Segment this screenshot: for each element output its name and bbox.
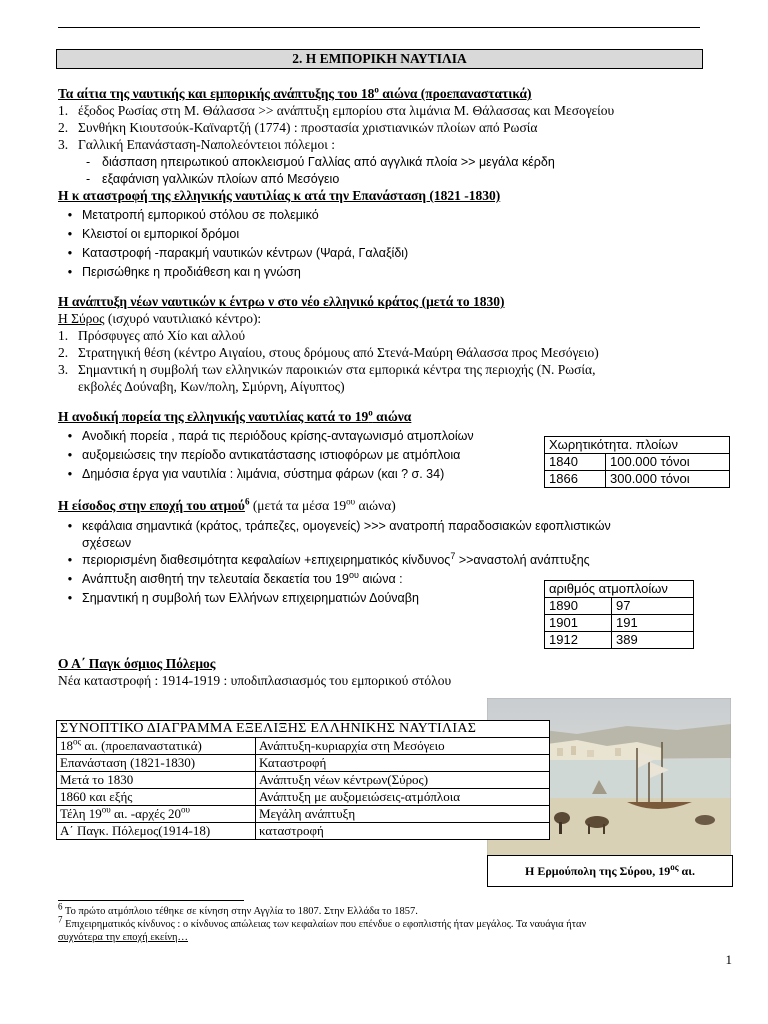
section-1-heading: Τα αίτια της ναυτικής και εμπορικής ανάπτυξης του $18^o$ αιώνα (προεπαναστατικά) [58, 84, 532, 101]
table-row: $18^{o\varsigma}$ αι. (προεπαναστατικά) Ανάπτυξη-κυριαρχία στη Μεσόγειο [57, 738, 550, 755]
section-4-heading: Η ανοδική πορεία της ελληνικής ναυτιλίας κατά το $19^o$ αιώνα [58, 407, 412, 424]
bullet-item: • κεφάλαια σημαντικά (κράτος, τράπεζες, ομογενείς) >>> ανατροπή παραδοσιακών εφοπλιστικών [67, 519, 611, 533]
painting-caption: Η Ερμούπολη της Σύρου, $19^{o\varsigma}$ αι. [487, 855, 733, 887]
tonnage-table [544, 436, 730, 488]
table-row: 1840 100.000 τόνοι [545, 454, 730, 471]
table-header: Χωρητικότητα. πλοίων [545, 437, 730, 454]
table-row: Επανάσταση (1821-1830) Καταστροφή [57, 755, 550, 772]
footnote-7: $^7$ Επιχειρηματικός κίνδυνος : ο κίνδυνος απώλειας των κεφαλαίων που επένδυε ο εφοπλιστής ήταν μεγάλος. Τα ναυάγια ήταν [58, 914, 587, 930]
section-6-text: Νέα καταστροφή : 1914-1919 : υποδιπλασιασμός του εμπορικού στόλου [58, 673, 452, 688]
table-row: 1860 και εξής Ανάπτυξη με αυξομειώσεις-ατμόπλοια [57, 789, 550, 806]
table-row: 1890 97 [545, 598, 694, 615]
bullet-item: • περιορισμένη διαθεσιμότητα κεφαλαίων +επιχειρηματικός κίνδυνος$^7$ >>αναστολή ανάπτυξης [67, 550, 590, 567]
bullet-item: • Ανοδική πορεία , παρά τις περιόδους κρίσης-ανταγωνισμό ατμοπλοίων [67, 429, 474, 443]
section-2-heading: Η κ αταστροφή της ελληνικής ναυτιλίας κ ατά την Επανάσταση (1821 -1830) [58, 188, 501, 203]
list-item: 2. Στρατηγική θέση (κέντρο Αιγαίου, στους δρόμους από Στενά-Μαύρη Θάλασσα προς Μεσόγειο) [58, 345, 599, 360]
page-title: 2. Η ΕΜΠΟΡΙΚΗ ΝΑΥΤΙΛΙΑ [56, 49, 703, 69]
footnote-7-continuation: συχνότερα την εποχή εκείνη… [58, 932, 189, 943]
list-item-continuation: εκβολές Δούναβη, Κων/πολη, Σμύρνη, Αίγυπτος) [78, 379, 345, 394]
table-row: Α΄ Παγκ. Πόλεμος(1914-18) καταστροφή [57, 823, 550, 840]
page-number: 1 [725, 952, 732, 967]
list-item: 3. Σημαντική η συμβολή των ελληνικών παροικιών στα εμπορικά κέντρα της περιοχής (Ν. Ρωσία, [58, 362, 596, 377]
bullet-continuation: σχέσεων [82, 536, 132, 550]
table-row: 1866 300.000 τόνοι [545, 471, 730, 488]
list-item: 3. Γαλλική Επανάσταση-Ναπολεόντειοι πόλεμοι : [58, 137, 336, 152]
bullet-item: • Μετατροπή εμπορικού στόλου σε πολεμικό [67, 208, 319, 222]
sub-list-item: - εξαφάνιση γαλλικών πλοίων από Μεσόγειο [86, 172, 340, 186]
list-item: 1. Πρόσφυγες από Χίο και αλλού [58, 328, 245, 343]
bullet-item: • αυξομειώσεις την περίοδο αντικατάστασης ιστιοφόρων με ατμόπλοια [67, 448, 461, 462]
list-item: 1. έξοδος Ρωσίας στη Μ. Θάλασσα >> ανάπτυξη εμπορίου στα λιμάνια Μ. Θάλασσας και Μεσογείου [58, 103, 615, 118]
summary-table [56, 720, 550, 840]
bullet-item: • Περισώθηκε η προδιάθεση και η γνώση [67, 265, 301, 279]
section-6-heading: Ο Α΄ Παγκ όσμιος Πόλεμος [58, 656, 216, 671]
section-3-intro: Η Σύρος (ισχυρό ναυτιλιακό κέντρο): [58, 311, 262, 326]
section-3-heading: Η ανάπτυξη νέων ναυτικών κ έντρω ν στο νέο ελληνικό κράτος (μετά το 1830) [58, 294, 505, 309]
summary-header: ΣΥΝΟΠΤΙΚΟ ΔΙΑΓΡΑΜΜΑ ΕΞΕΛΙΞΗΣ ΕΛΛΗΝΙΚΗΣ ΝΑΥΤΙΛΙΑΣ [57, 721, 550, 738]
table-row: Τέλη $19^{o\upsilon}$ αι. -αρχές $20^{o\upsilon}$ Μεγάλη ανάπτυξη [57, 806, 550, 823]
sub-list-item: - διάσπαση ηπειρωτικού αποκλεισμού Γαλλίας από αγγλικά πλοία >> μεγάλα κέρδη [86, 155, 555, 169]
table-row: 1912 389 [545, 632, 694, 649]
bullet-item: • Ανάπτυξη αισθητή την τελευταία δεκαετία του $19^{o\upsilon}$ αιώνα : [67, 569, 403, 586]
footnote-rule [58, 900, 244, 901]
header-rule [58, 27, 700, 28]
bullet-item: • Καταστροφή -παρακμή ναυτικών κέντρων (Ψαρά, Γαλαξίδι) [67, 246, 409, 260]
footnote-6: $^6$ Το πρώτο ατμόπλοιο τέθηκε σε κίνηση στην Αγγλία το 1807. Στην Ελλάδα το 1857. [58, 901, 418, 917]
table-row: Μετά το 1830 Ανάπτυξη νέων κέντρων(Σύρος) [57, 772, 550, 789]
bullet-item: • Δημόσια έργα για ναυτιλία : λιμάνια, σύστημα φάρων (και ? σ. 34) [67, 467, 445, 481]
section-5-heading: Η είσοδος στην εποχή του ατμού$^6$ (μετά τα μέσα $19^{o\upsilon}$ αιώνα) [58, 496, 396, 513]
list-item: 2. Συνθήκη Κιουτσούκ-Καϊναρτζή (1774) : προστασία χριστιανικών πλοίων από Ρωσία [58, 120, 538, 135]
table-header: αριθμός ατμοπλοίων [545, 581, 694, 598]
table-row: 1901 191 [545, 615, 694, 632]
bullet-item: • Κλειστοί οι εμπορικοί δρόμοι [67, 227, 240, 241]
steamships-table [544, 580, 694, 649]
bullet-item: • Σημαντική η συμβολή των Ελλήνων επιχειρηματιών Δούναβη [67, 591, 419, 605]
